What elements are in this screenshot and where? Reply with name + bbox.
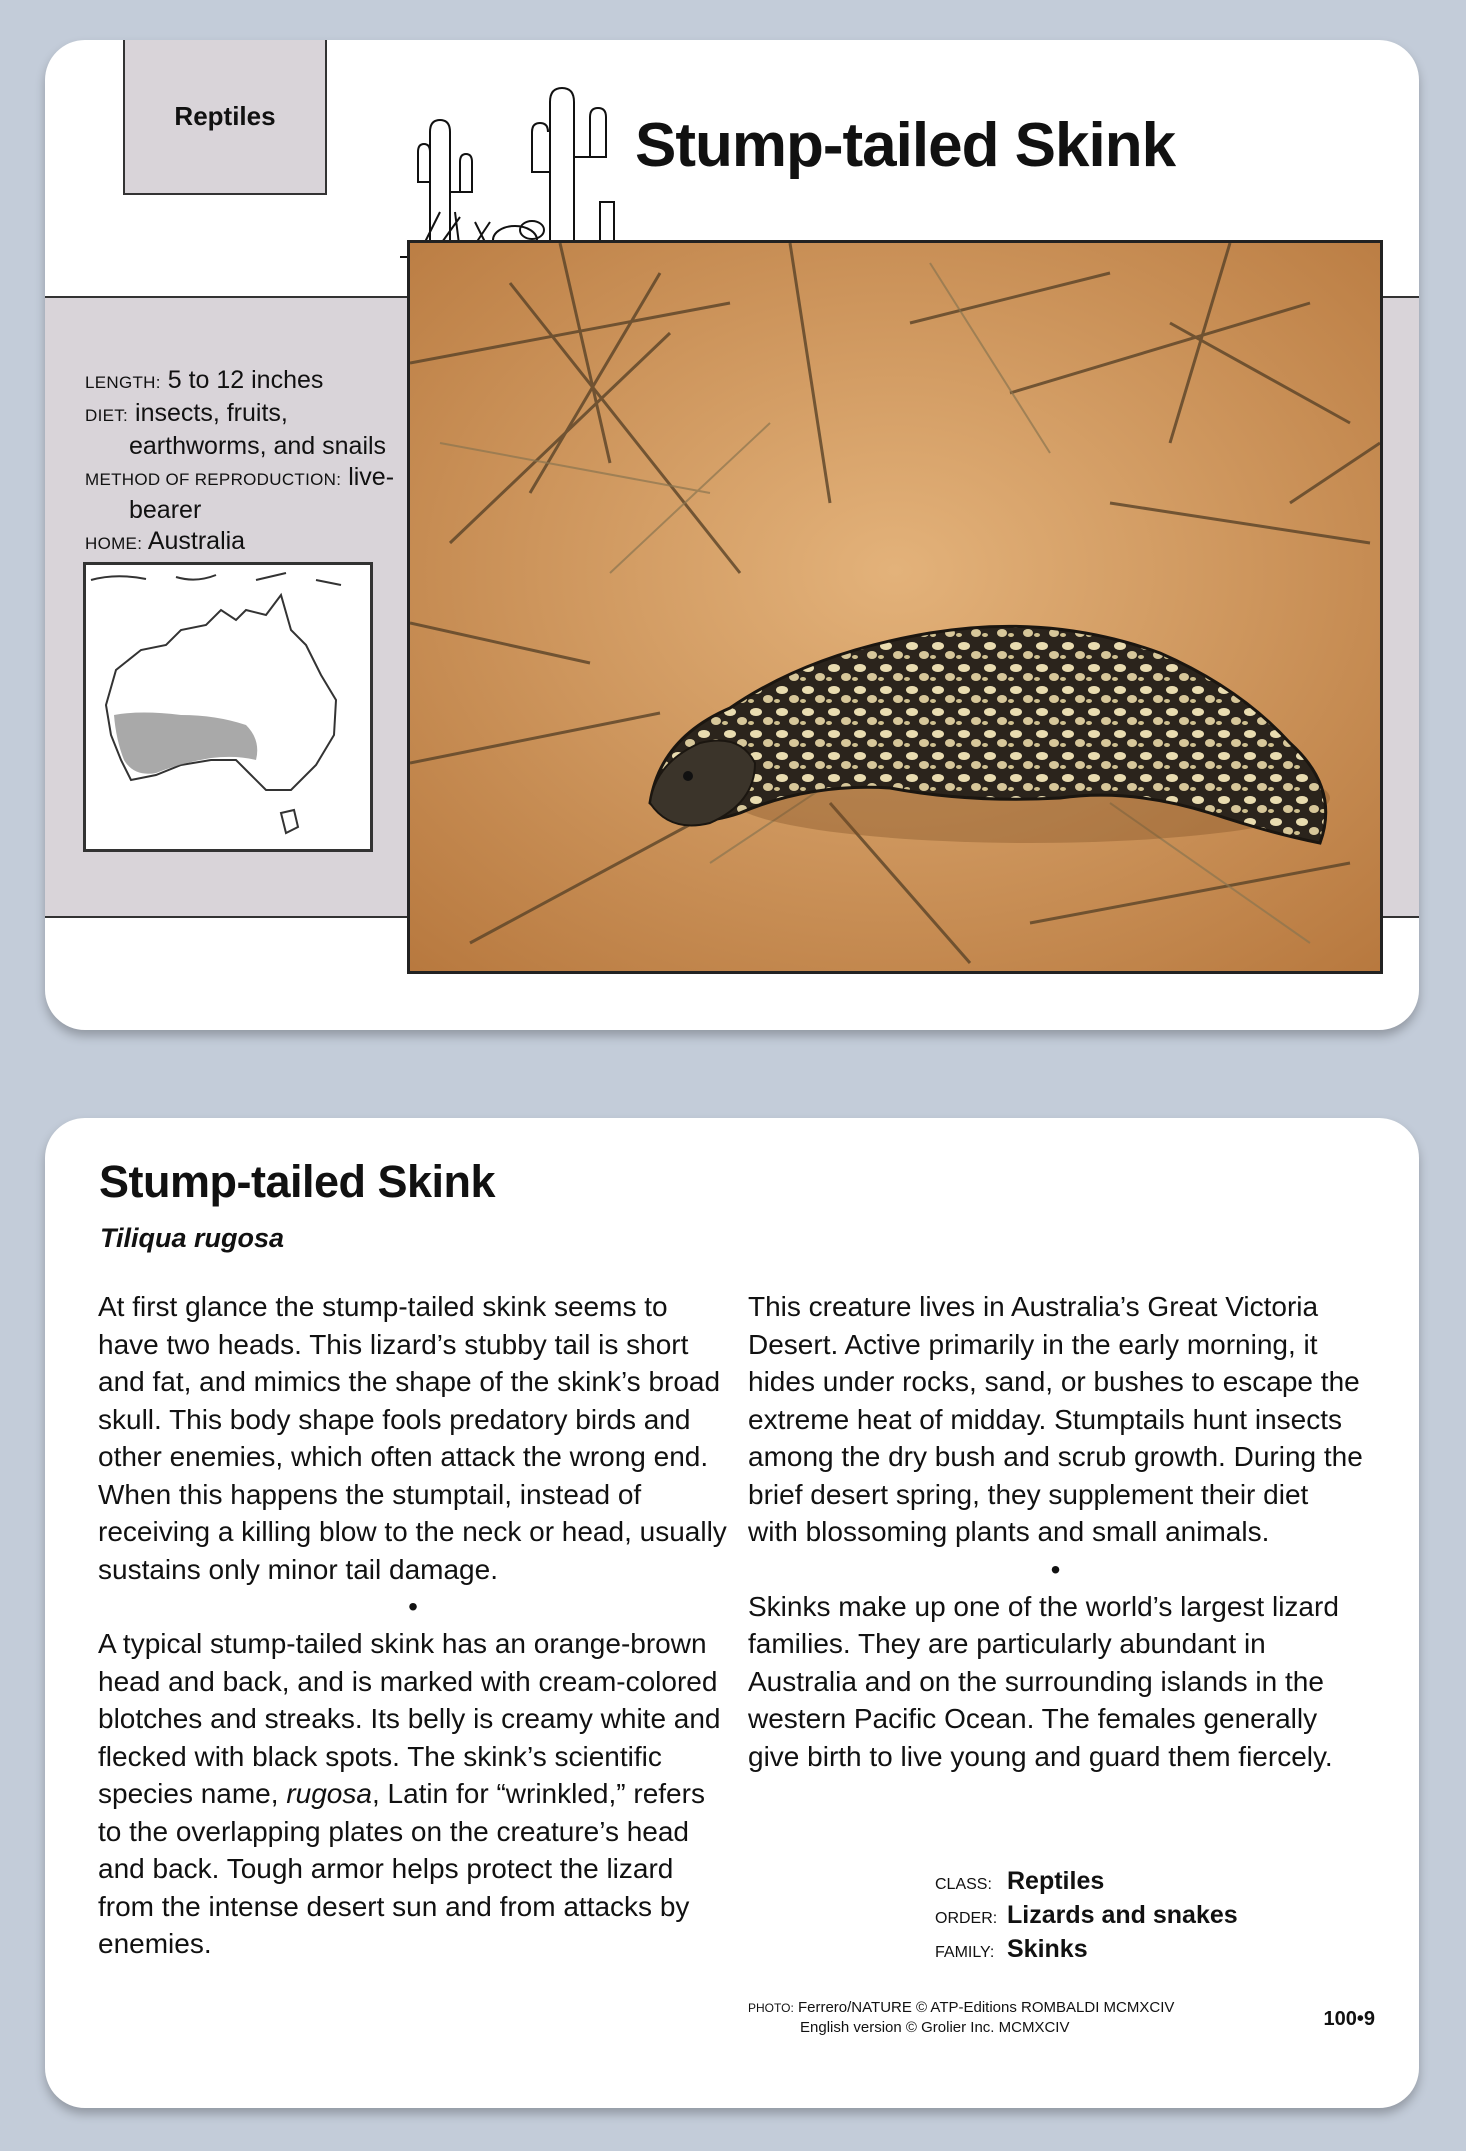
diet-fact: DIET: insects, fruits, <box>85 399 288 427</box>
card-number: 100•9 <box>1323 2008 1375 2030</box>
fact-list <box>85 365 415 559</box>
back-title: Stump-tailed Skink <box>99 1156 496 1207</box>
length-fact: LENGTH: 5 to 12 inches <box>85 366 324 394</box>
family-row: FAMILY: Skinks <box>935 1935 1088 1963</box>
paragraph: Skinks make up one of the world’s largest lizard families. They are particularly abundant in Australia and on the surrounding islands in the western Pacific Ocean. The females generally give birth to live young and guard them fiercely. <box>748 1590 1339 1772</box>
order-row: ORDER: Lizards and snakes <box>935 1901 1238 1929</box>
skink-photo <box>407 240 1383 974</box>
photo-credit: PHOTO: Ferrero/NATURE © ATP-Editions ROMBALDI MCMXCIV English version © Grolier Inc. MCMXCIV <box>748 1999 1175 2036</box>
front-title: Stump-tailed Skink <box>635 111 1176 180</box>
back-card <box>45 1118 1419 2108</box>
separator-bullet: • <box>408 1591 418 1622</box>
category-label: Reptiles <box>123 40 327 195</box>
paragraph: This creature lives in Australia’s Great Victoria Desert. Active primarily in the early morning, it hides under rocks, sand, or bushes to escape the extreme heat of midday. Stumptails hunt insects among the dry bush and scrub growth. During the brief desert spring, they supplement their diet with blossoming plants and small animals. <box>748 1291 1363 1547</box>
scientific-name: Tiliqua rugosa <box>100 1223 285 1253</box>
separator-bullet: • <box>1050 1553 1061 1585</box>
class-row: CLASS: Reptiles <box>935 1867 1105 1895</box>
reproduction-fact-cont: bearer <box>129 496 202 524</box>
australia-map-icon <box>83 562 373 852</box>
diet-fact-cont: earthworms, and snails <box>129 432 387 460</box>
home-fact: HOME: Australia <box>85 527 246 555</box>
front-card <box>45 40 1419 1030</box>
reproduction-fact: METHOD OF REPRODUCTION: live- <box>85 463 395 491</box>
paragraph: At first glance the stump-tailed skink seems to have two heads. This lizard’s stubby tail is short and fat, and mimics the shape of the skink’s broad skull. This body shape fools predatory birds and other enemies, which often attack the wrong end. When this happens the stumptail, instead of receiving a killing blow to the neck or head, usually sustains only minor tail damage. <box>98 1291 727 1585</box>
text-column-left <box>98 1288 728 1963</box>
paragraph: A typical stump-tailed skink has an orange-brown head and back, and is marked with cream-colored blotches and streaks. Its belly is creamy white and flecked with black spots. The skink’s scientific species name, rugosa, Latin for “wrinkled,” refers to the overlapping plates on the creature’s head and back. Tough armor helps protect the lizard from the intense desert sun and from attacks by enemies. <box>98 1628 721 1959</box>
text-column-right <box>748 1288 1363 1775</box>
taxonomy <box>935 1866 1238 1968</box>
